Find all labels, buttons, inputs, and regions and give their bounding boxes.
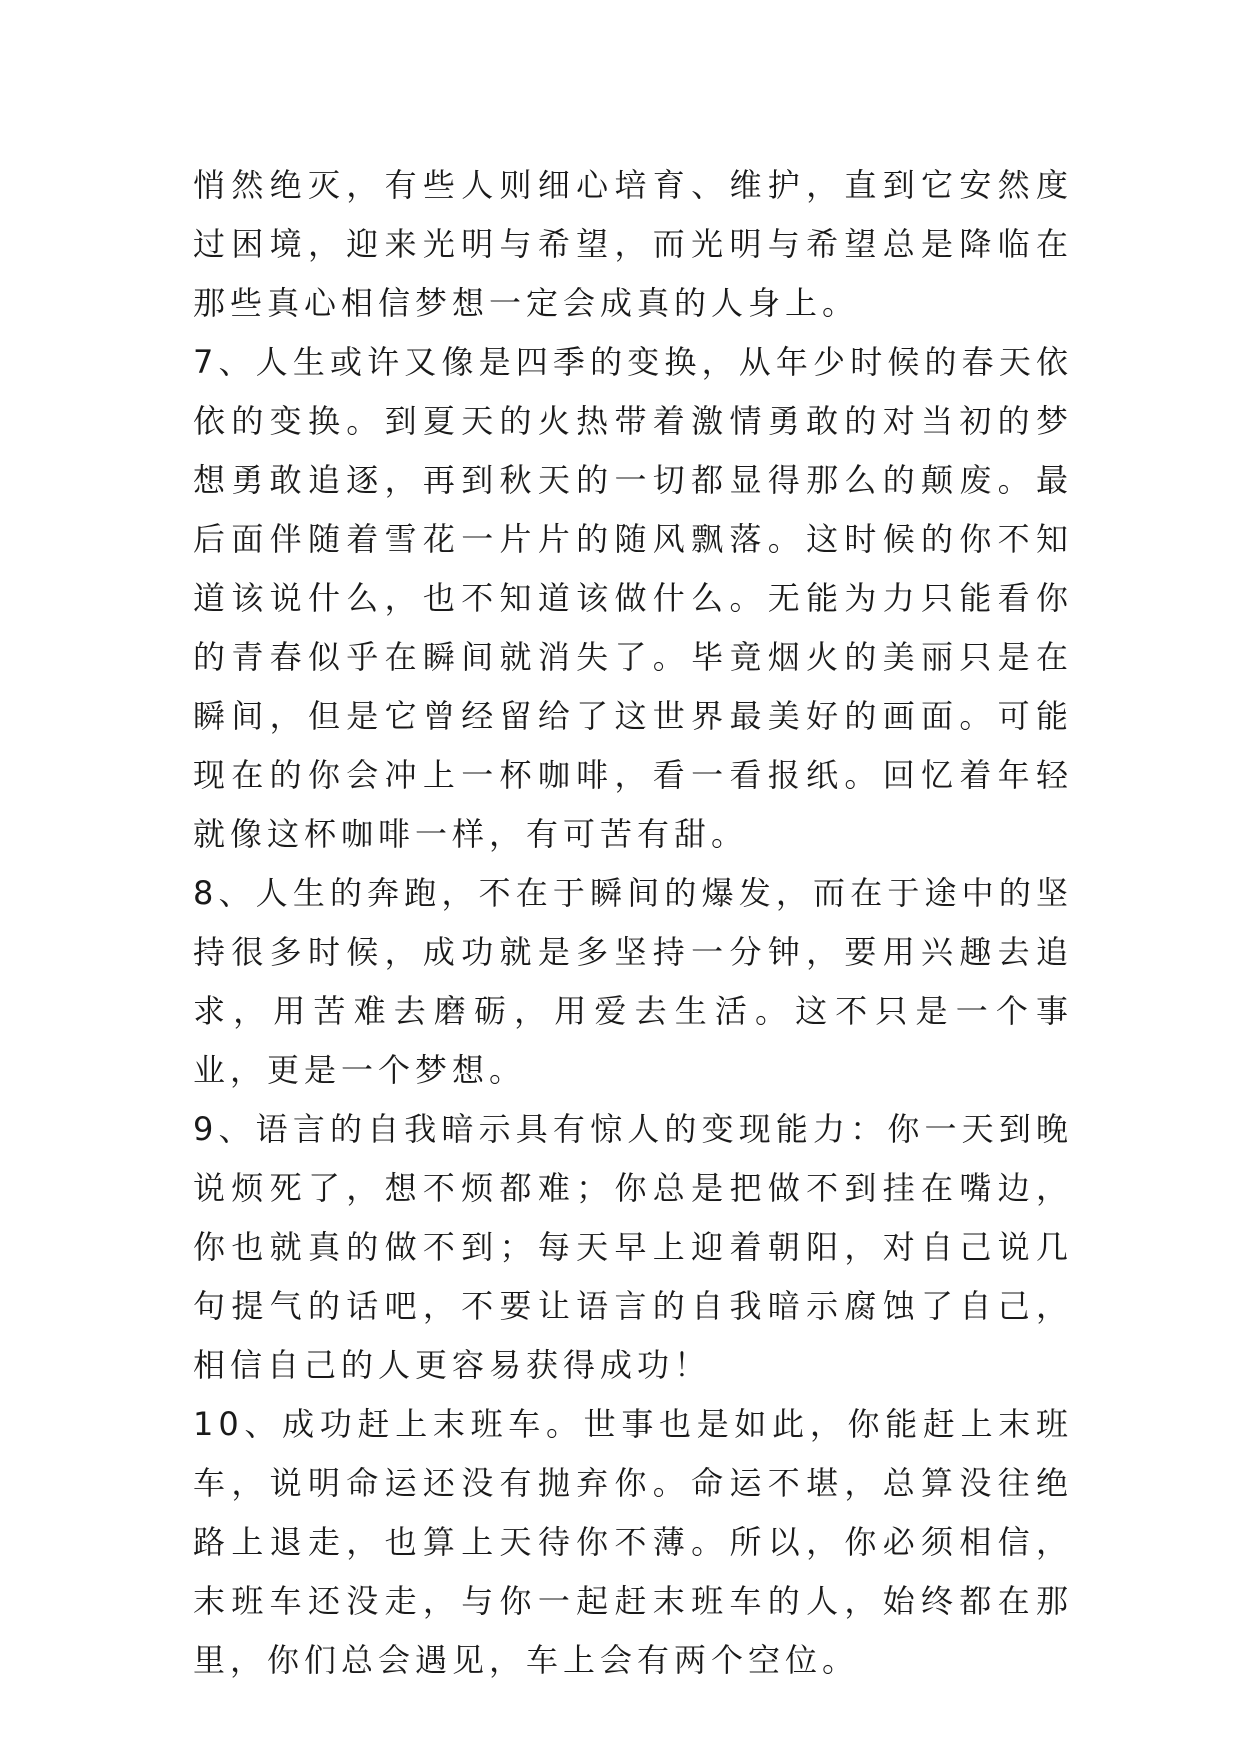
document-body <box>193 156 1073 1690</box>
paragraph-item-8: 8、人生的奔跑，不在于瞬间的爆发，而在于途中的坚持很多时候，成功就是多坚持一分钟，要用兴趣去追求，用苦难去磨砺，用爱去生活。这不只是一个事业，更是一个梦想。 <box>193 874 1073 1089</box>
paragraph-continuation: 悄然绝灭，有些人则细心培育、维护，直到它安然度过困境，迎来光明与希望，而光明与希望总是降临在那些真心相信梦想一定会成真的人身上。 <box>193 166 1073 322</box>
paragraph-item-10: 10、成功赶上末班车。世事也是如此，你能赶上末班车，说明命运还没有抛弃你。命运不堪，总算没往绝路上退走，也算上天待你不薄。所以，你必须相信，末班车还没走，与你一起赶末班车的人，始终都在那里，你们总会遇见，车上会有两个空位。 <box>193 1405 1073 1679</box>
paragraph-item-9: 9、语言的自我暗示具有惊人的变现能力：你一天到晚说烦死了，想不烦都难；你总是把做不到挂在嘴边，你也就真的做不到；每天早上迎着朝阳，对自己说几句提气的话吧，不要让语言的自我暗示腐蚀了自己，相信自己的人更容易获得成功！ <box>193 1110 1073 1384</box>
paragraph-item-7: 7、人生或许又像是四季的变换，从年少时候的春天依依的变换。到夏天的火热带着激情勇敢的对当初的梦想勇敢追逐，再到秋天的一切都显得那么的颠废。最后面伴随着雪花一片片的随风飘落。这时候的你不知道该说什么，也不知道该做什么。无能为力只能看你的青春似乎在瞬间就消失了。毕竟烟火的美丽只是在瞬间，但是它曾经留给了这世界最美好的画面。可能现在的你会冲上一杯咖啡，看一看报纸。回忆着年轻就像这杯咖啡一样，有可苦有甜。 <box>193 343 1073 853</box>
